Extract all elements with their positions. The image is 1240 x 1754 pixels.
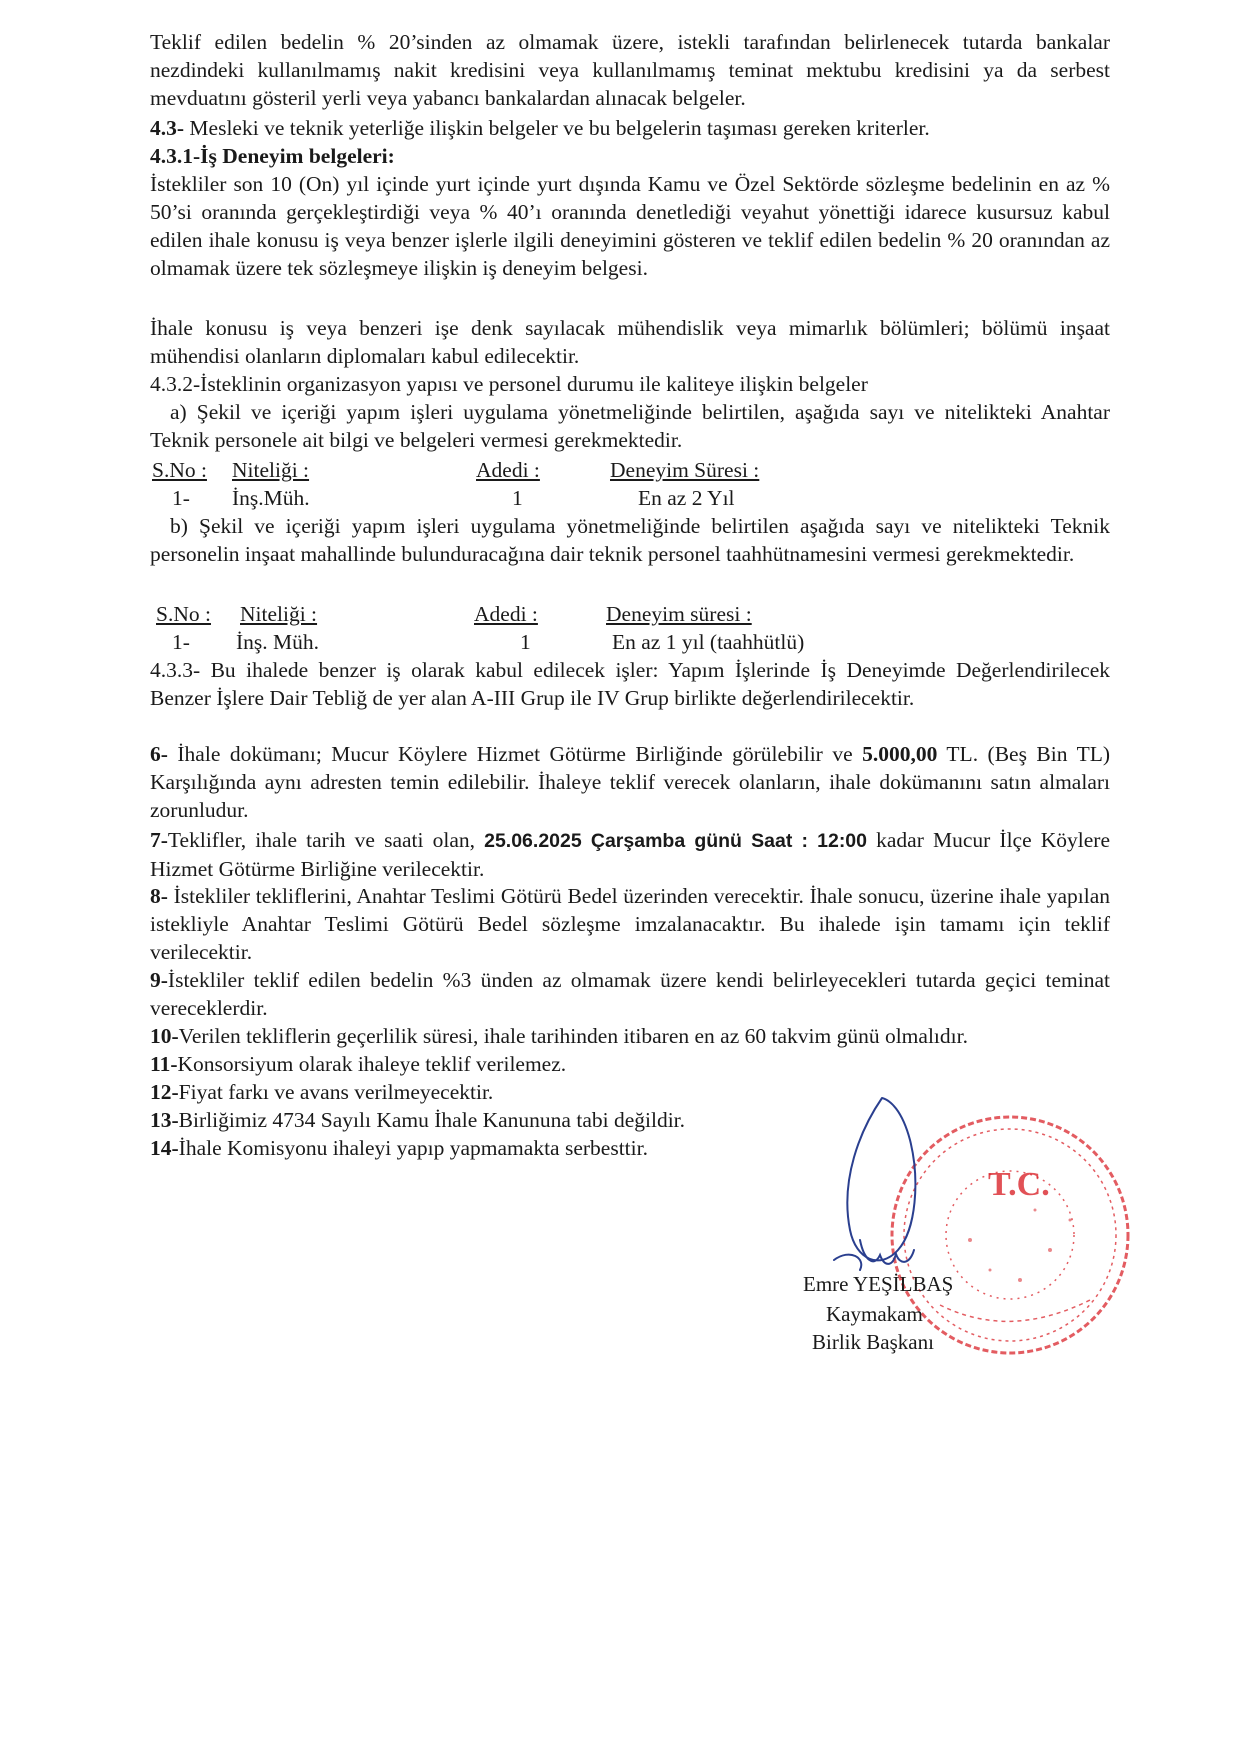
table2-cell-count: 1 <box>520 630 531 654</box>
table2-header <box>150 600 1110 628</box>
item-text: Verilen tekliflerin geçerlilik süresi, ihale tarihinden itibaren en az 60 takvim günü olmalıdır. <box>178 1024 968 1048</box>
table2-header-count: Adedi : <box>474 602 538 626</box>
section-text: Mesleki ve teknik yeterliğe ilişkin belgeler ve bu belgelerin taşıması gereken kriterler. <box>184 116 930 140</box>
tender-date: 25.06.2025 Çarşamba günü Saat : 12:00 <box>484 830 867 852</box>
item-text: Teklifler, ihale tarih ve saati olan, <box>167 828 485 852</box>
item-number: 14- <box>150 1136 179 1160</box>
table1-header-experience: Deneyim Süresi : <box>610 458 760 482</box>
item-text: Konsorsiyum olarak ihaleye teklif verilemez. <box>177 1052 567 1076</box>
item-number: 7- <box>150 828 168 852</box>
table2-cell-quality: İnş. Müh. <box>236 630 320 654</box>
item-9 <box>150 966 1110 1022</box>
table2-row <box>150 628 1110 656</box>
table1-header-quality: Niteliği : <box>232 458 310 482</box>
item-8 <box>150 882 1110 966</box>
item-7 <box>150 826 1110 883</box>
table1-cell-count: 1 <box>512 486 523 510</box>
fee-amount: 5.000,00 <box>862 742 938 766</box>
item-number: 9- <box>150 968 168 992</box>
handwritten-signature <box>820 1090 960 1300</box>
item-text: TL. (Beş Bin TL) Karşılığında aynı adresten temin edilebilir. İhaleye teklif verecek olanların, ihale dokümanını satın almaları zorunludur. <box>150 742 1110 822</box>
item-number: 6- <box>150 742 168 766</box>
paragraph-technical-personnel: b) Şekil ve içeriği yapım işleri uygulama yönetmeliğinde belirtilen aşağıda sayı ve nitelikteki Teknik personelin inşaat mahallinde bulunduracağına dair teknik personel taahhütnamesini vermesi gerekmektedir. <box>150 514 1110 566</box>
item-text: İhale Komisyonu ihaleyi yapıp yapmamakta serbesttir. <box>178 1136 648 1160</box>
section-4-3 <box>150 114 1110 142</box>
paragraph-experience: İstekliler son 10 (On) yıl içinde yurt içinde yurt dışında Kamu ve Özel Sektörde sözleşme bedelinin en az % 50’si oranında gerçekleştirdiği veya % 40’ı oranında denetlediği veyahut yönettiği idarece kusursuz kabul edilen ihale konusu iş veya benzer işlerle ilgili deneyimini gösteren ve teklif edilen bedelin % 20 oranından az olmamak üzere tek sözleşmeye ilişkin iş deneyim belgesi. <box>150 172 1110 280</box>
item-6 <box>150 740 1110 824</box>
item-number: 13- <box>150 1108 179 1132</box>
signatory-name: Emre YEŞİLBAŞ <box>803 1272 954 1296</box>
signatory-title: Kaymakam <box>826 1302 923 1326</box>
table1-header-count: Adedi : <box>476 458 540 482</box>
table2-header-experience: Deneyim süresi : <box>606 602 752 626</box>
item-number: 10- <box>150 1024 179 1048</box>
table2-header-quality: Niteliği : <box>240 602 318 626</box>
item-text: Fiyat farkı ve avans verilmeyecektir. <box>178 1080 494 1104</box>
item-number: 11- <box>150 1052 178 1076</box>
table2-cell-sno: 1- <box>172 630 190 654</box>
signatory-role: Birlik Başkanı <box>812 1330 934 1354</box>
item-text: İhale dokümanı; Mucur Köylere Hizmet Götürme Birliğinde görülebilir ve <box>167 742 863 766</box>
table1-header-sno: S.No : <box>152 458 207 482</box>
section-4-3-2: 4.3.2-İsteklinin organizasyon yapısı ve personel durumu ile kaliteye ilişkin belgeler <box>150 372 868 396</box>
item-11 <box>150 1050 1110 1078</box>
section-4-3-3: 4.3.3- Bu ihalede benzer iş olarak kabul edilecek işler: Yapım İşlerinde İş Deneyimde Değerlendirilecek Benzer İşlere Dair Tebliğ de yer alan A-III Grup ile IV Grup birlikte değerlendirilecektir. <box>150 658 1110 710</box>
paragraph-diplomas: İhale konusu iş veya benzeri işe denk sayılacak mühendislik veya mimarlık bölümleri; bölümü inşaat mühendisi olanların diplomaları kabul edilecektir. <box>150 316 1110 368</box>
table2-cell-experience: En az 1 yıl (taahhütlü) <box>612 630 805 654</box>
item-text: Birliğimiz 4734 Sayılı Kamu İhale Kanununa tabi değildir. <box>178 1108 686 1132</box>
table1-row <box>150 484 1110 512</box>
table1-cell-sno: 1- <box>172 486 190 510</box>
item-10 <box>150 1022 1110 1050</box>
item-text: kadar Mucur İlçe Köylere Hizmet Götürme Birliğine verilecektir. <box>150 828 1110 881</box>
item-number: 8- <box>150 884 168 908</box>
section-number: 4.3- <box>150 116 185 140</box>
table1-cell-experience: En az 2 Yıl <box>638 486 735 510</box>
section-4-3-1-title: 4.3.1-İş Deneyim belgeleri: <box>150 144 395 168</box>
table2-header-sno: S.No : <box>156 602 211 626</box>
stamp-text: T.C. <box>988 1166 1050 1203</box>
table1-cell-quality: İnş.Müh. <box>232 486 310 510</box>
paragraph-key-personnel: a) Şekil ve içeriği yapım işleri uygulama yönetmeliğinde belirtilen, aşağıda sayı ve nitelikteki Anahtar Teknik personele ait bilgi ve belgeleri vermesi gerekmektedir. <box>150 400 1110 452</box>
item-number: 12- <box>150 1080 179 1104</box>
item-text: İstekliler teklif edilen bedelin %3 ünden az olmamak üzere kendi belirleyecekleri tutarda geçici teminat vereceklerdir. <box>150 968 1110 1020</box>
table1-header <box>150 456 1110 484</box>
item-text: İstekliler tekliflerini, Anahtar Teslimi Götürü Bedel üzerinden verecektir. İhale sonucu, üzerine ihale yapılan istekliyle Anahtar Teslimi Götürü Bedel sözleşme imzalanacaktır. Bu ihalede işin tamamı için teklif verilecektir. <box>150 884 1110 964</box>
paragraph-bank-credit: Teklif edilen bedelin % 20’sinden az olmamak üzere, istekli tarafından belirlenecek tutarda bankalar nezdindeki kullanılmamış nakit kredisini veya kullanılmamış teminat mektubu kredisini ya da serbest mevduatını gösteril yerli veya yabancı bankalardan alınacak belgeler. <box>150 30 1110 110</box>
